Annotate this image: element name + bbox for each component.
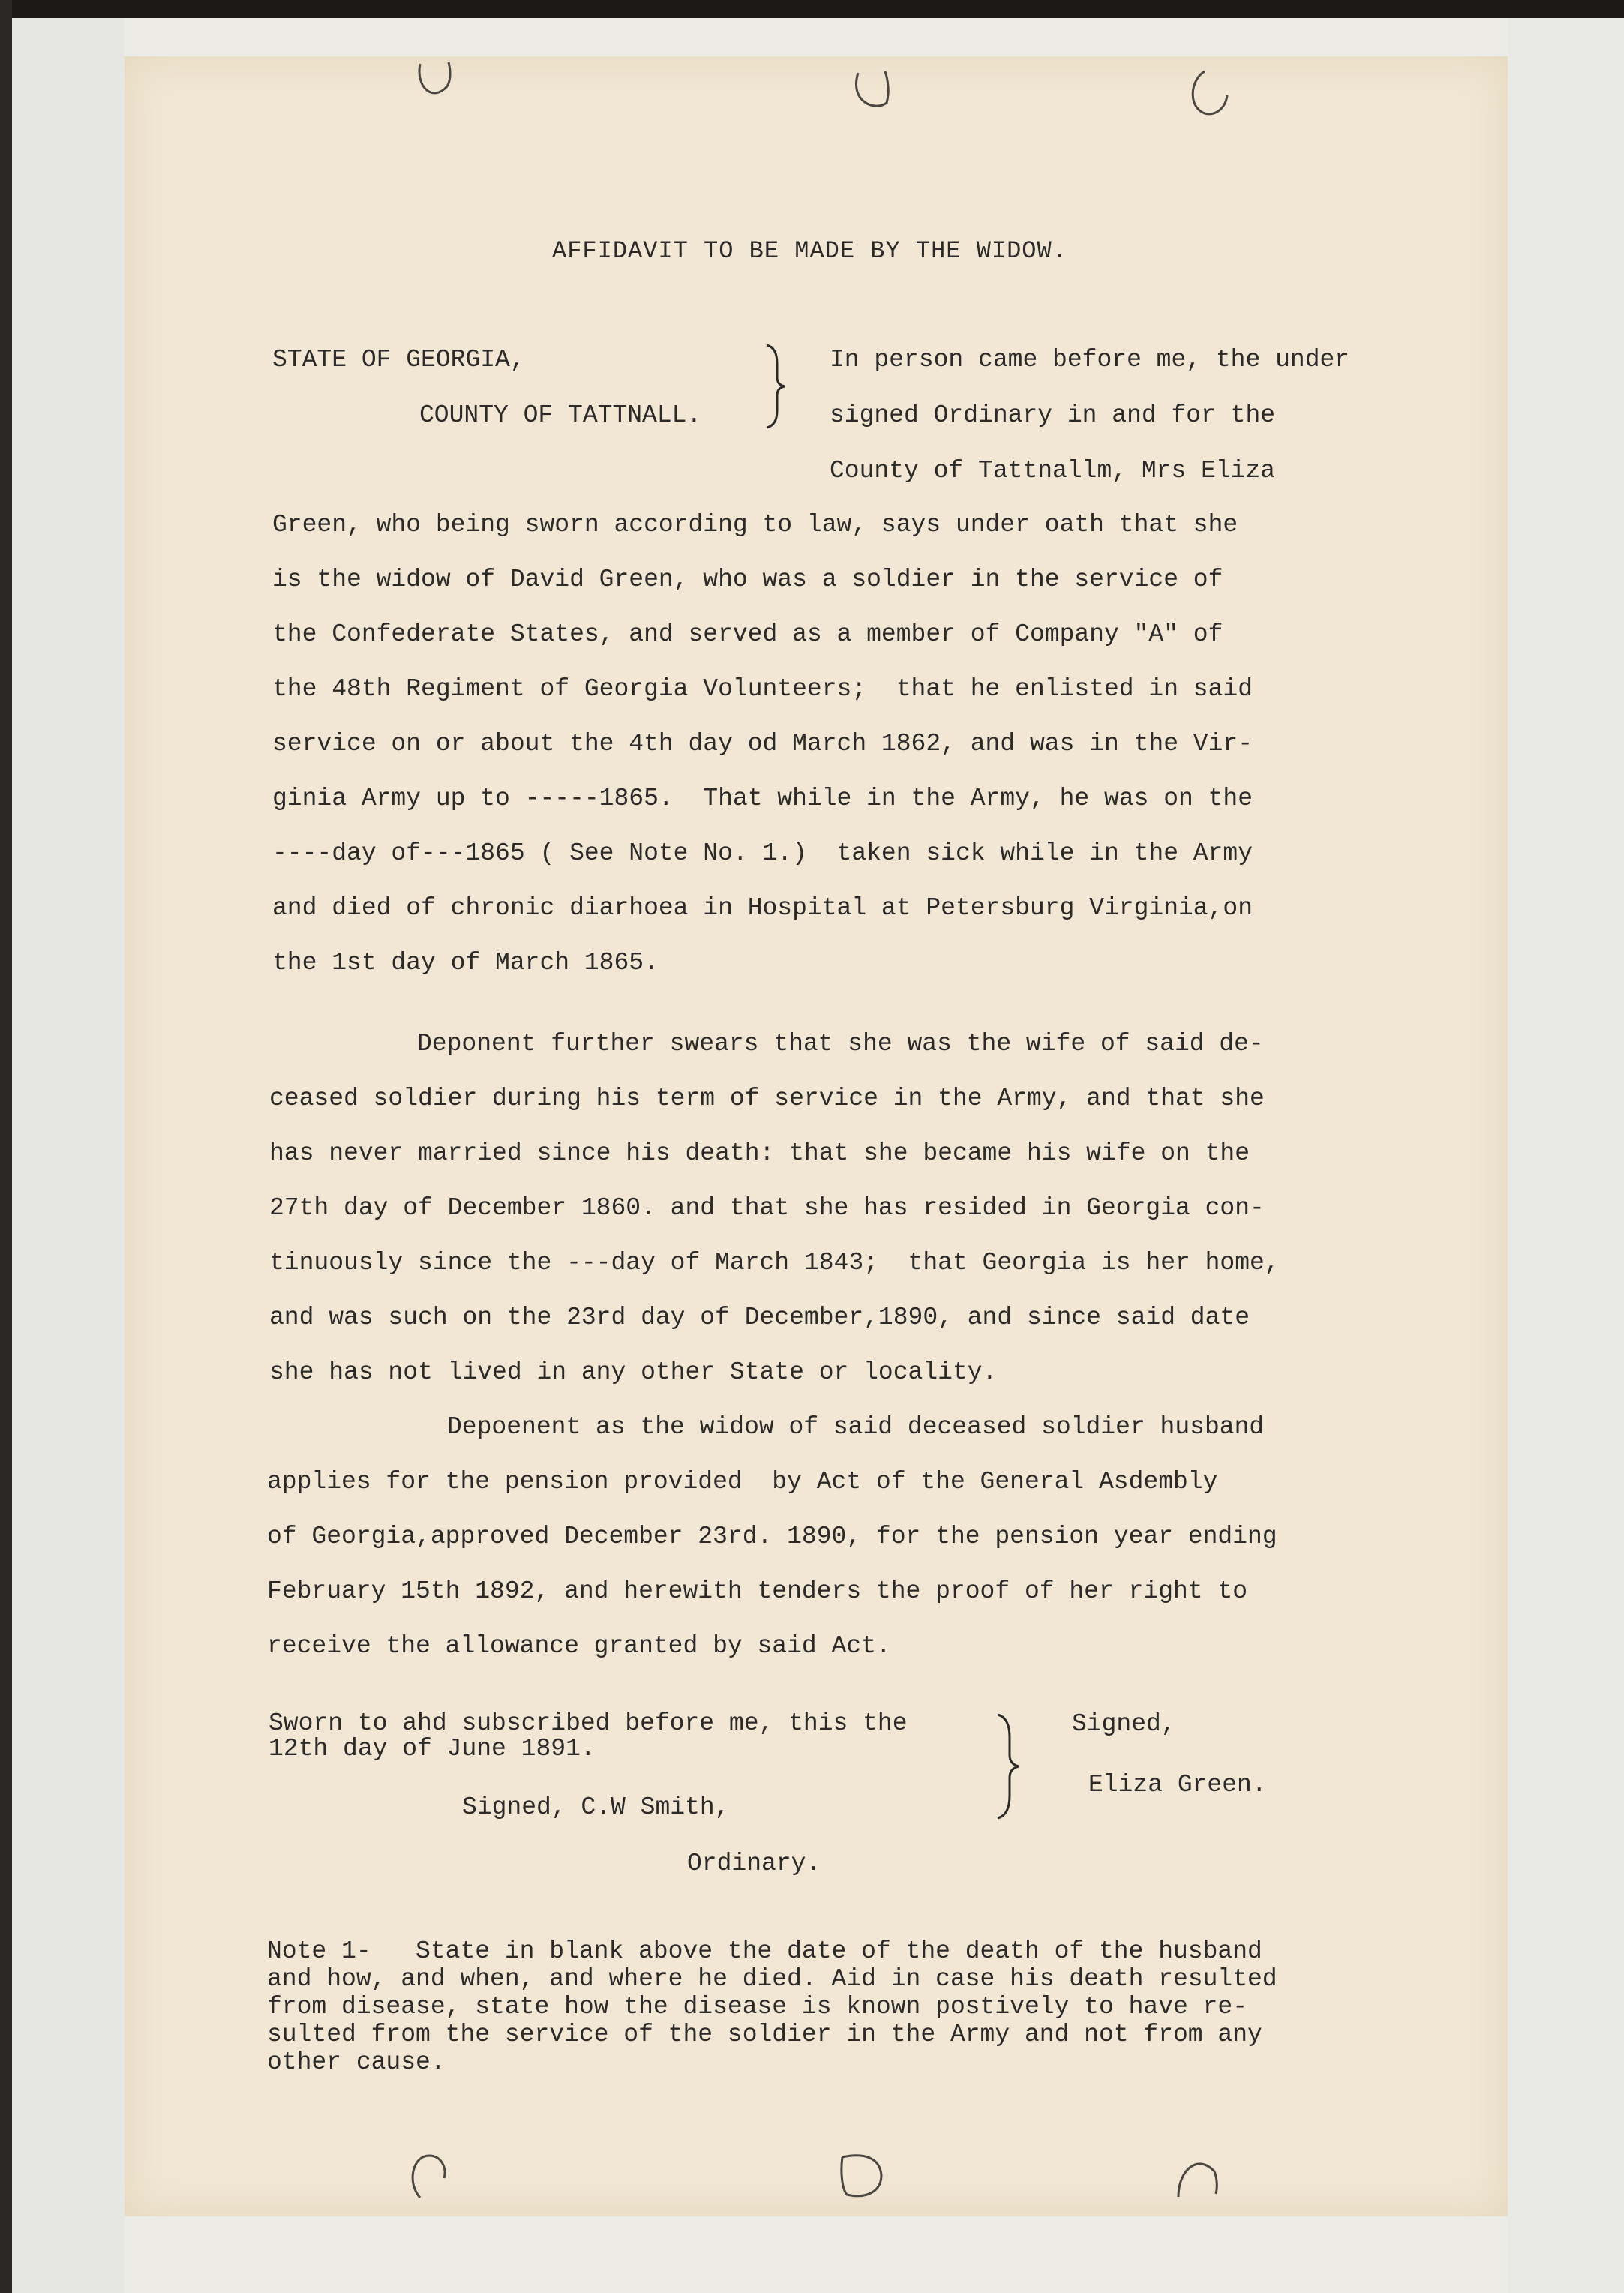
punch-hole-mark-icon xyxy=(833,2145,886,2205)
paragraph-line: applies for the pension provided by Act of the General Asdembly xyxy=(267,1468,1218,1496)
sworn-line-2: 12th day of June 1891. xyxy=(269,1735,596,1763)
paragraph-line: the 48th Regiment of Georgia Volunteers; that he enlisted in said xyxy=(272,675,1253,703)
signed-label: Signed, xyxy=(1072,1710,1176,1738)
paragraph-line: 27th day of December 1860. and that she has resided in Georgia con- xyxy=(269,1194,1265,1222)
paragraph-line: she has not lived in any other State or locality. xyxy=(269,1358,998,1386)
punch-hole-mark-icon xyxy=(1171,2149,1223,2209)
paragraph-line: tinuously since the ---day of March 1843; that Georgia is her home, xyxy=(269,1249,1280,1277)
punch-hole-mark-icon xyxy=(410,56,462,116)
paragraph-line: is the widow of David Green, who was a soldier in the service of xyxy=(272,566,1223,593)
intro-line-1: In person came before me, the under xyxy=(830,346,1350,374)
intro-line-2: signed Ordinary in and for the xyxy=(830,401,1276,429)
paragraph-line: Deponent further swears that she was the wife of said de- xyxy=(417,1030,1264,1058)
note-line: and how, and when, and where he died. Aid in case his death resulted xyxy=(267,1965,1277,1993)
paragraph-line: of Georgia,approved December 23rd. 1890, for the pension year ending xyxy=(267,1523,1277,1550)
note-line: from disease, state how the disease is known postively to have re- xyxy=(267,1993,1248,2021)
scanner-frame-left xyxy=(0,0,12,2293)
note-line: Note 1- State in blank above the date of the death of the husband xyxy=(267,1937,1262,1965)
punch-hole-mark-icon xyxy=(1182,65,1235,125)
scanner-margin-left xyxy=(12,18,125,2293)
paragraph-line: ceased soldier during his term of service in the Army, and that she xyxy=(269,1085,1265,1112)
sworn-line-1: Sworn to ahd subscribed before me, this the xyxy=(269,1709,908,1737)
paragraph-line: Green, who being sworn according to law, says under oath that she xyxy=(272,511,1238,539)
paragraph-line: service on or about the 4th day od March 1862, and was in the Vir- xyxy=(272,730,1253,758)
paragraph-line: receive the allowance granted by said Act. xyxy=(267,1632,891,1660)
ordinary-signature: Signed, C.W Smith, xyxy=(462,1793,730,1821)
county-line: COUNTY OF TATTNALL. xyxy=(419,401,702,429)
paragraph-line: and was such on the 23rd day of December,1890, and since said date xyxy=(269,1304,1250,1331)
paragraph-line: the Confederate States, and served as a member of Company "A" of xyxy=(272,620,1223,648)
note-line: other cause. xyxy=(267,2048,446,2076)
intro-line-3: County of Tattnallm, Mrs Eliza xyxy=(830,457,1276,485)
ordinary-title: Ordinary. xyxy=(687,1850,821,1877)
punch-hole-mark-icon xyxy=(845,64,897,124)
paragraph-line: and died of chronic diarhoea in Hospital at Petersburg Virginia,on xyxy=(272,894,1253,922)
header-brace xyxy=(759,341,789,435)
signer-name: Eliza Green. xyxy=(1088,1771,1267,1799)
scanner-frame-top xyxy=(0,0,1624,18)
paragraph-line: the 1st day of March 1865. xyxy=(272,949,659,977)
paragraph-line: has never married since his death: that she became his wife on the xyxy=(269,1139,1250,1167)
state-line: STATE OF GEORGIA, xyxy=(272,346,525,374)
punch-hole-mark-icon xyxy=(402,2145,455,2205)
paragraph-line: ginia Army up to -----1865. That while in the Army, he was on the xyxy=(272,785,1253,812)
paragraph-line: Depoenent as the widow of said deceased soldier husband xyxy=(447,1413,1265,1441)
paragraph-line: ----day of---1865 ( See Note No. 1.) taken sick while in the Army xyxy=(272,839,1253,867)
document-title: AFFIDAVIT TO BE MADE BY THE WIDOW. xyxy=(552,237,1067,265)
scanner-margin-right xyxy=(1508,18,1624,2293)
document-page xyxy=(125,56,1508,2216)
note-line: sulted from the service of the soldier in the Army and not from any xyxy=(267,2021,1262,2048)
signature-brace xyxy=(987,1710,1032,1826)
paragraph-line: February 15th 1892, and herewith tenders the proof of her right to xyxy=(267,1577,1248,1605)
